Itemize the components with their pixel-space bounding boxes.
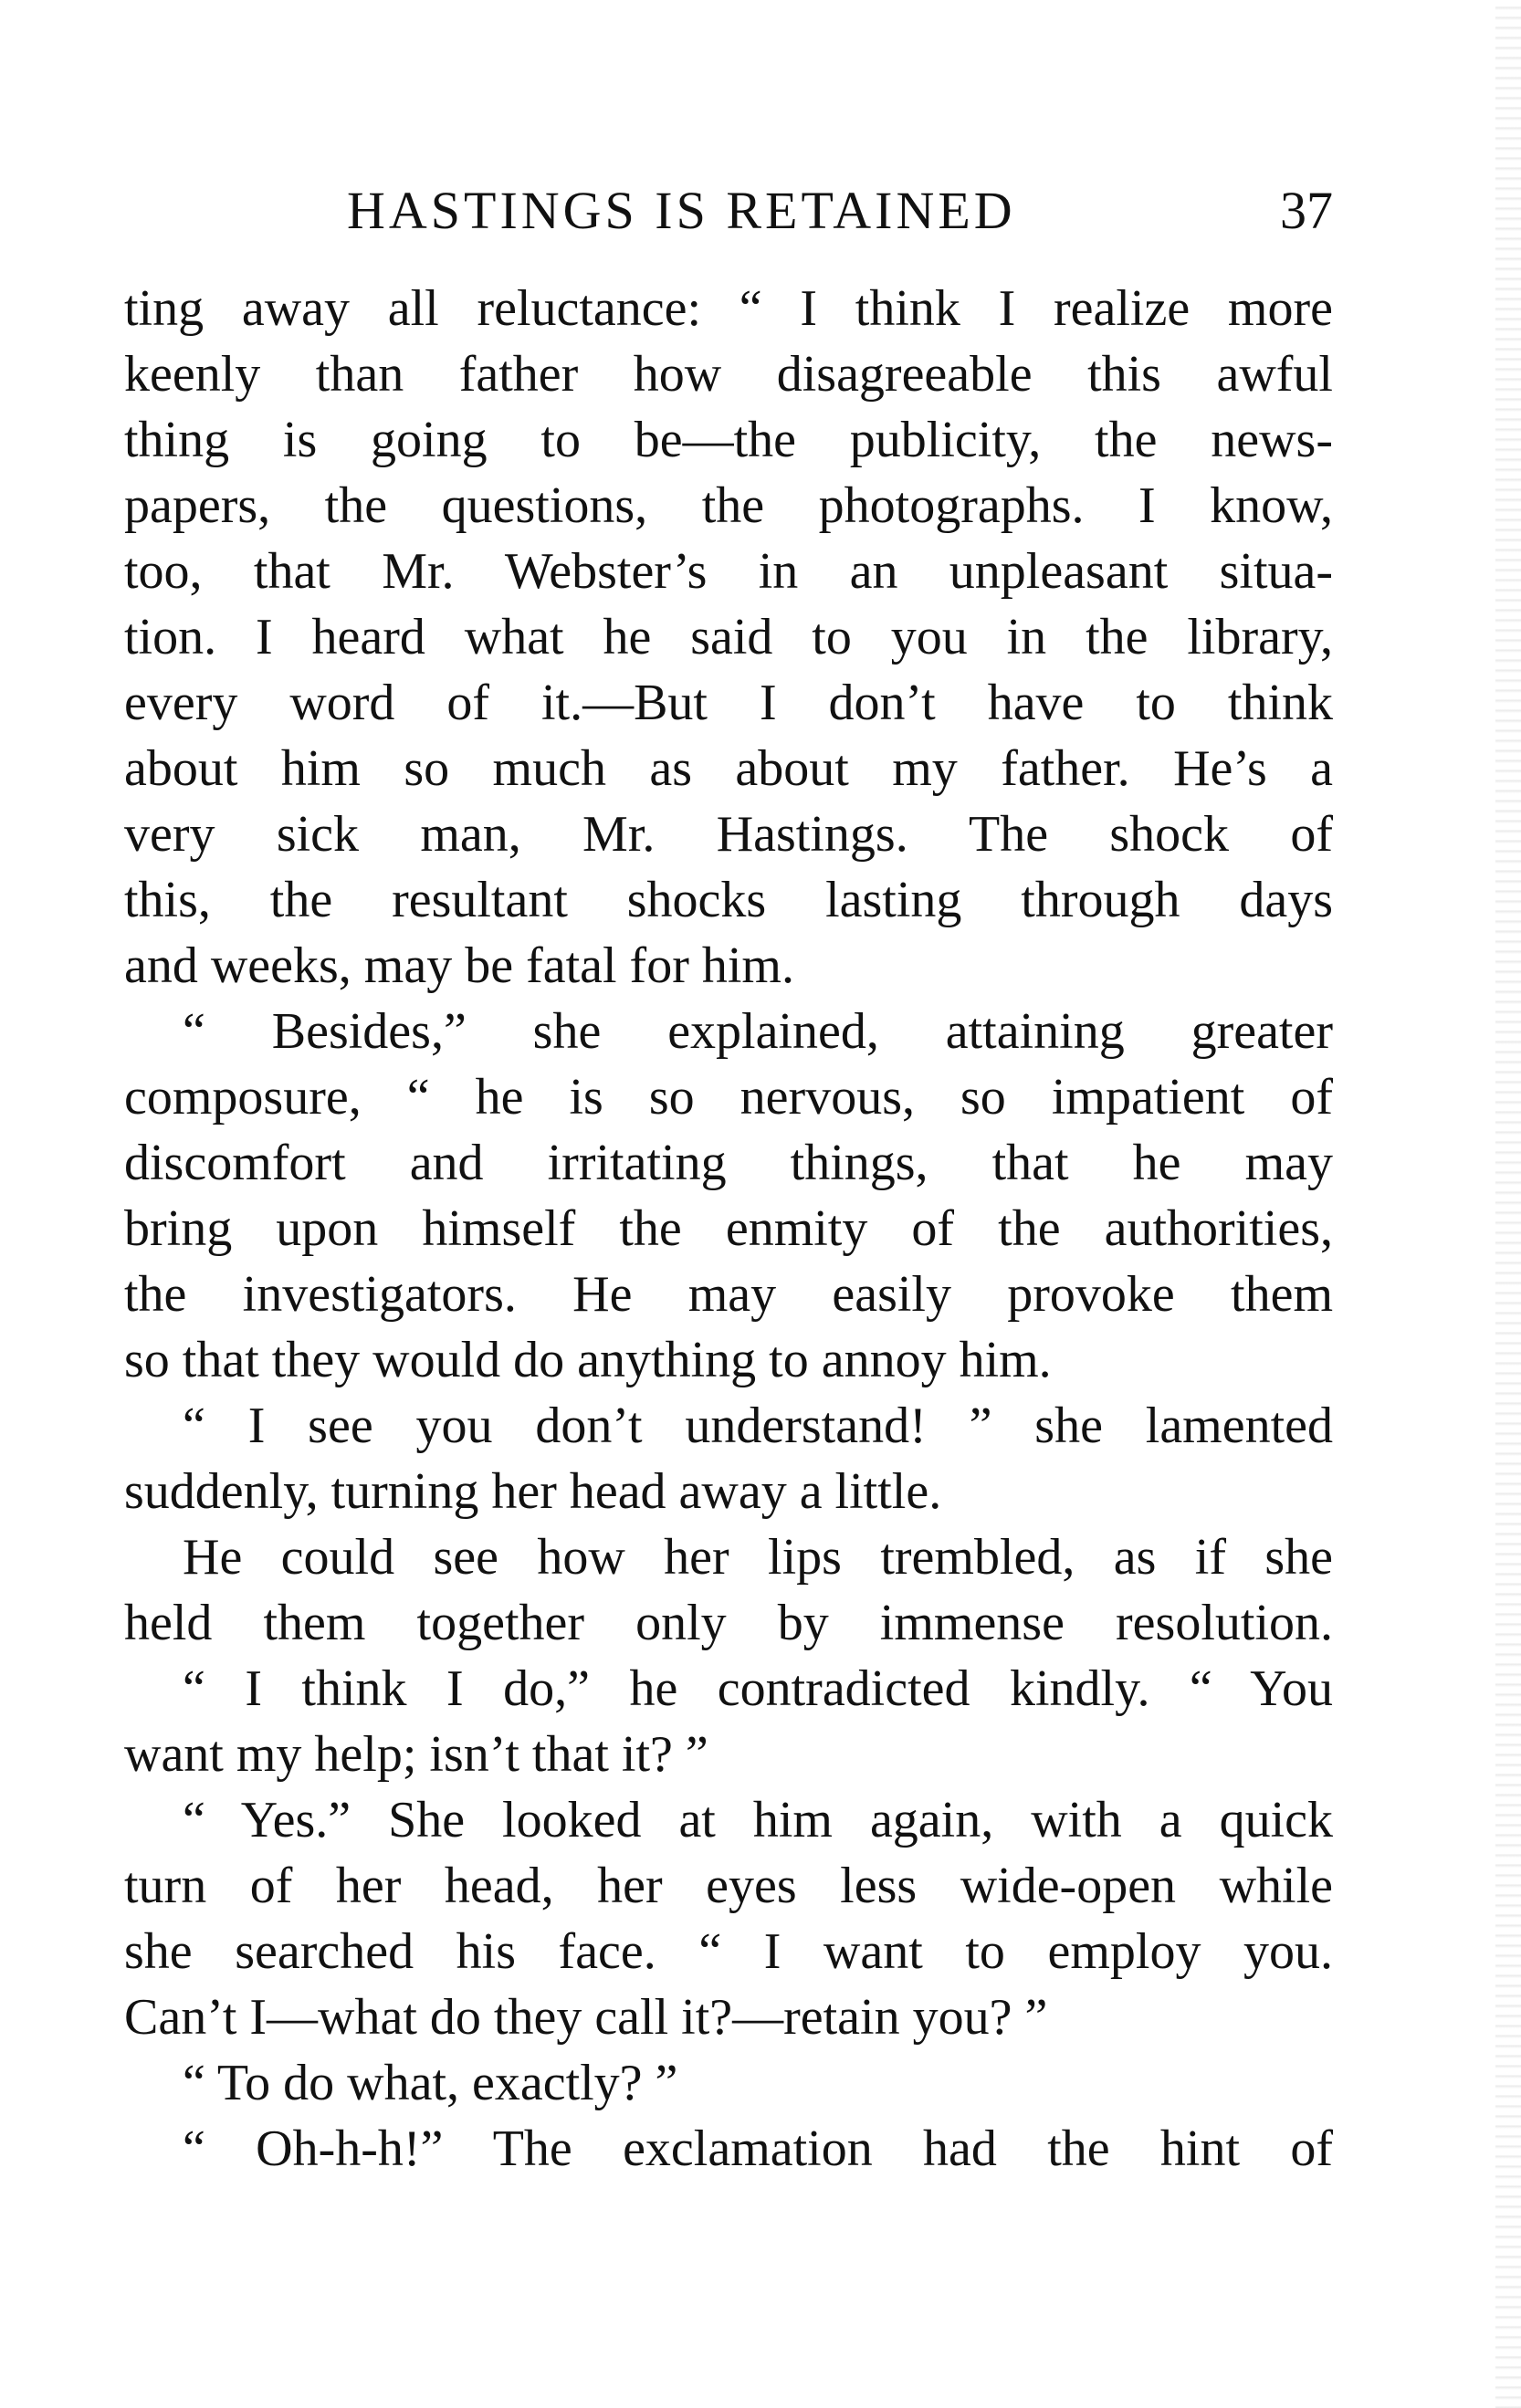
text-line: He could see how her lips trembled, as if she [183, 1529, 1333, 1586]
text-line: thing is going to be—the publicity, the news- [124, 412, 1333, 468]
text-line: papers, the questions, the photographs. I know, [124, 477, 1333, 534]
text-line: want my help; isn’t that it? ” [124, 1726, 708, 1783]
text-line: so that they would do anything to annoy him. [124, 1332, 1052, 1388]
running-head: HASTINGS IS RETAINED [347, 181, 1016, 240]
text-line: ting away all reluctance: “ I think I realize more [124, 280, 1333, 337]
body-text [124, 276, 1333, 2182]
text-line: “ I think I do,” he contradicted kindly. “ You [183, 1660, 1333, 1717]
text-line: composure, “ he is so nervous, so impatient of [124, 1069, 1333, 1125]
page-header [347, 179, 1333, 243]
scan-edge [1495, 0, 1521, 2408]
page-number: 37 [1280, 181, 1333, 240]
text-line: keenly than father how disagreeable this awful [124, 346, 1333, 403]
text-line: “ I see you don’t understand! ” she lamented [183, 1398, 1333, 1454]
text-line: every word of it.—But I don’t have to think [124, 675, 1333, 731]
text-line: discomfort and irritating things, that he may [124, 1135, 1333, 1191]
text-line: about him so much as about my father. He’s a [124, 740, 1333, 797]
text-line: “ To do what, exactly? ” [183, 2055, 678, 2111]
text-line: she searched his face. “ I want to employ you. [124, 1923, 1333, 1980]
text-line: turn of her head, her eyes less wide-open while [124, 1858, 1333, 1914]
text-line: this, the resultant shocks lasting through days [124, 872, 1333, 928]
text-line: suddenly, turning her head away a little. [124, 1463, 942, 1520]
text-line: “ Yes.” She looked at him again, with a quick [183, 1792, 1333, 1848]
text-line: held them together only by immense resolution. [124, 1595, 1333, 1651]
text-line: the investigators. He may easily provoke them [124, 1266, 1333, 1323]
text-line: and weeks, may be fatal for him. [124, 937, 794, 994]
text-line: “ Besides,” she explained, attaining greater [183, 1003, 1333, 1060]
text-line: Can’t I—what do they call it?—retain you? ” [124, 1989, 1048, 2046]
text-line: very sick man, Mr. Hastings. The shock of [124, 806, 1333, 863]
text-line: bring upon himself the enmity of the authorities, [124, 1200, 1333, 1257]
text-line: too, that Mr. Webster’s in an unpleasant situa- [124, 543, 1333, 600]
text-line: tion. I heard what he said to you in the library, [124, 609, 1333, 665]
text-line: “ Oh-h-h!” The exclamation had the hint of [183, 2120, 1333, 2177]
